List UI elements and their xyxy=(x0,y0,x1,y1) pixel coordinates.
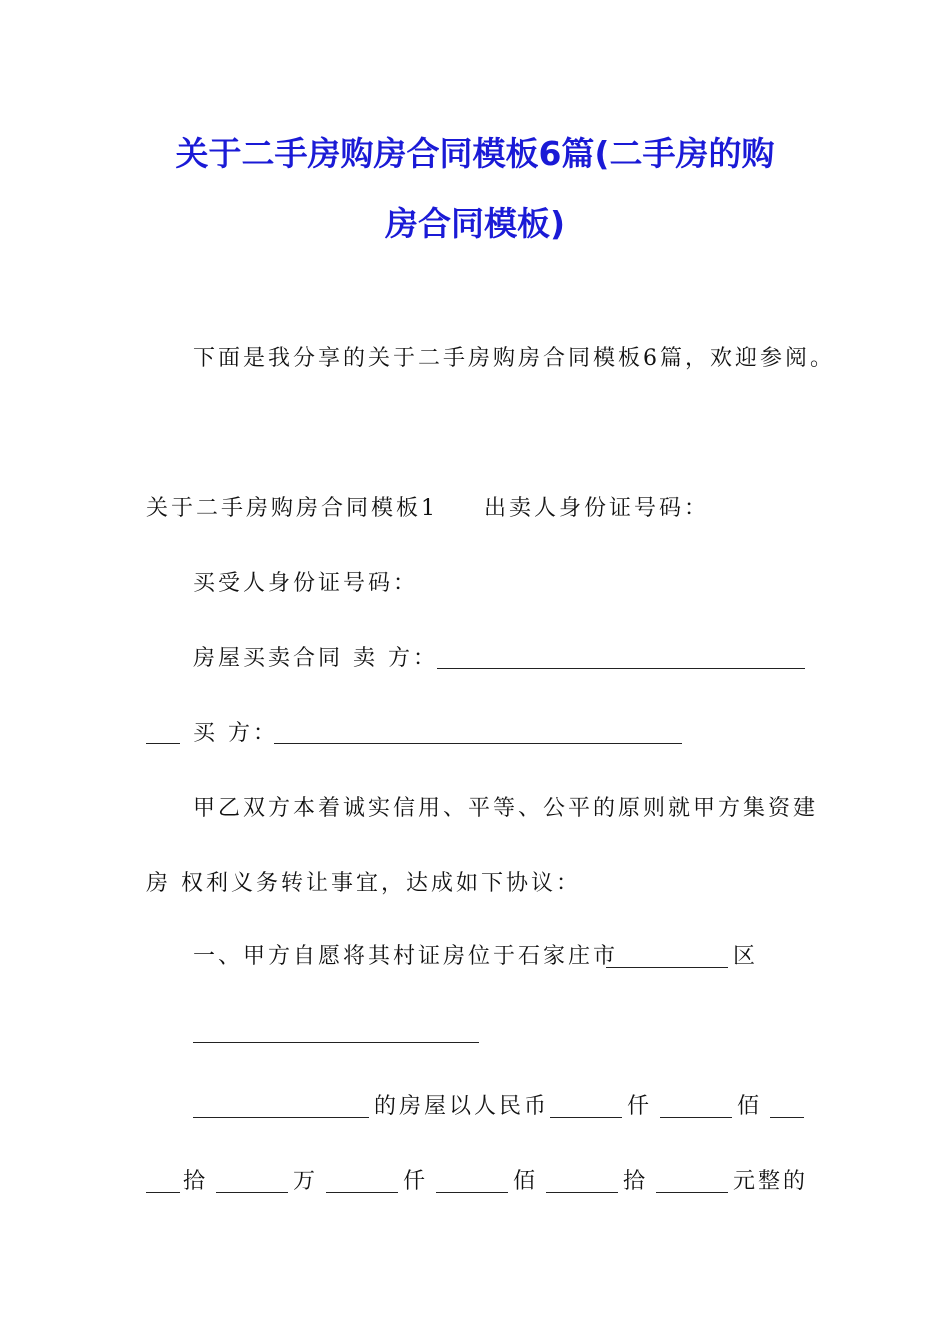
buyer-id-label: 买受人身份证号码： xyxy=(193,571,419,596)
unit-bai: 佰 xyxy=(737,1094,763,1119)
document-title-line-1: 关于二手房购房合同模板6篇(二手房的购 xyxy=(175,134,775,173)
unit-shi-2: 拾 xyxy=(623,1169,649,1194)
document-title-line-2: 房合同模板) xyxy=(384,204,566,243)
unit-qian: 仟 xyxy=(627,1094,653,1119)
clause-1-start: 一、甲方自愿将其村证房位于石家庄市 xyxy=(193,944,619,969)
district-label: 区 xyxy=(733,944,759,969)
address-blank xyxy=(193,1042,479,1043)
price-blank-6 xyxy=(436,1192,508,1193)
city-blank xyxy=(606,967,728,968)
section-heading-line xyxy=(146,498,709,520)
price-blank-3 xyxy=(770,1117,804,1118)
unit-qian-2: 仟 xyxy=(403,1169,429,1194)
price-blank-8 xyxy=(656,1192,728,1193)
price-blank-7 xyxy=(546,1192,618,1193)
buyer-blank xyxy=(274,743,682,744)
unit-wan: 万 xyxy=(293,1169,319,1194)
price-blank-1 xyxy=(550,1117,622,1118)
paragraph-1-line-1: 甲乙双方本着诚实信用、平等、公平的原则就甲方集资建 xyxy=(193,796,819,821)
price-blank-2 xyxy=(660,1117,732,1118)
price-blank-5 xyxy=(326,1192,398,1193)
section-heading: 关于二手房购房合同模板1 xyxy=(146,496,438,521)
unit-shi: 拾 xyxy=(183,1169,209,1194)
paragraph-1-line-2: 房 权利义务转让事宜，达成如下协议： xyxy=(146,871,581,896)
seller-line xyxy=(193,648,438,670)
house-text: 的房屋以人民币 xyxy=(374,1094,550,1119)
seller-label: 卖 方： xyxy=(353,646,439,671)
seller-id-label: 出卖人身份证号码： xyxy=(484,496,710,521)
unit-bai-2: 佰 xyxy=(513,1169,539,1194)
seller-blank xyxy=(437,668,805,669)
contract-name: 房屋买卖合同 xyxy=(193,646,344,671)
location-blank xyxy=(193,1117,369,1118)
price-blank-3-continued xyxy=(146,1192,180,1193)
seller-blank-continued xyxy=(146,743,180,744)
price-blank-4 xyxy=(216,1192,288,1193)
yuan-end: 元整的 xyxy=(733,1169,809,1194)
buyer-label: 买 方： xyxy=(193,721,278,746)
intro-paragraph: 下面是我分享的关于二手房购房合同模板6篇，欢迎参阅。 xyxy=(193,346,835,371)
